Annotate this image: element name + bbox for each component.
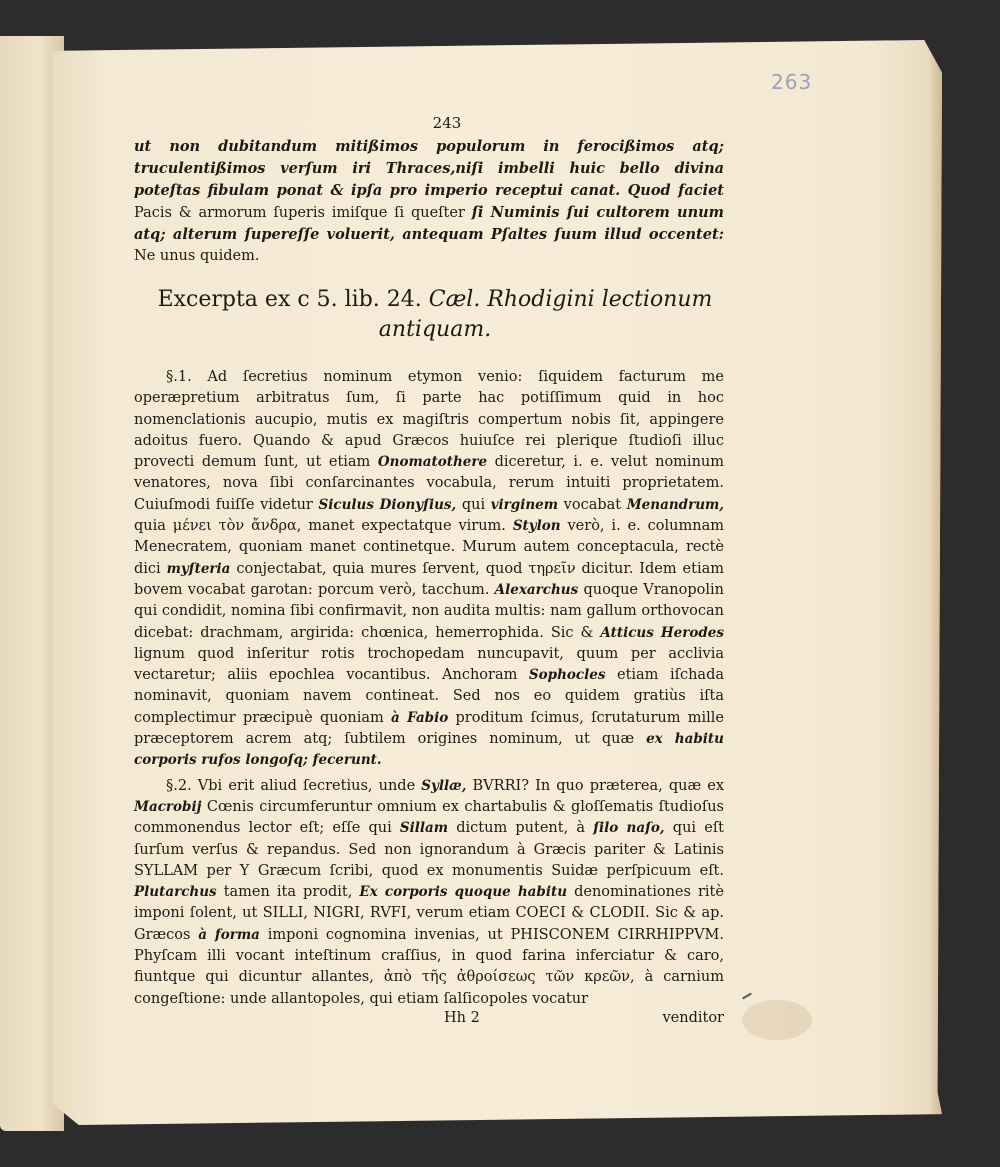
italic-text-run: ex habitu corporis rufos longoſq; fecerunt.	[134, 731, 724, 769]
text-run: §.1. Ad ſecretius nominum etymon venio: ſiquidem facturum me operæpretium arbitratus ſum, ſi parte hac potiſſimum quid in hoc nomenclationis aucupio, mutis ex magiſtris compertum nobis ſit, appingere adoitus fuero. Quando & apud Græcos huiuſce rei plerique ſtudioſi illuc provecti demum ſunt, ut etiam	[134, 369, 724, 471]
text-run: qui eſt ſurſum verſus & repandus. Sed non ignorandum à Græcis pariter & Latinis SYLLAM per Y Græcum ſcribi, quod ex monumentis Suidæ perſpicuum eſt.	[134, 820, 725, 879]
text-run: vocabat	[558, 496, 627, 513]
text-run: §.2. Vbi erit aliud ſecretius, unde	[166, 777, 422, 794]
italic-text-run: Siculus Dionyſius,	[318, 496, 457, 513]
italic-text-run: Menandrum,	[626, 496, 724, 513]
continuation-paragraph	[134, 136, 724, 267]
italic-text-run: Alexarchus	[494, 581, 579, 598]
archive-pencil-number: 263	[771, 70, 813, 94]
italic-text-run: virginem	[490, 496, 559, 513]
catchword: venditor	[662, 1009, 724, 1026]
italic-text-run: Ex corporis quoque habitu	[359, 884, 568, 901]
ink-mark	[742, 993, 752, 1000]
italic-text-run: myſteria	[166, 560, 231, 577]
paragraph-section-2	[134, 776, 724, 1010]
section-heading	[146, 285, 724, 345]
italic-text-run: Atticus Herodes	[600, 624, 724, 641]
text-run: verò, i. e. columnam Menecratem, quoniam manet continetque. Murum autem conceptacula, rectè dici	[134, 518, 724, 577]
page-number: 243	[432, 114, 462, 132]
text-run: proditum ſcimus, ſcrutaturum mille præceptorem acrem atq; ſubtilem origines nominum, ut quæ	[134, 709, 724, 748]
text-run: qui	[456, 496, 491, 513]
text-run: imponi cognomina invenias, ut PHISCONEM CIRRHIPPVM. Phyſcam illi vocant inteſtinum craſſius, in quod farina inferciatur & caro, fiuntque qui dicuntur allantes, ἀπὸ τῆς ἀθροίσεως τῶν κρεῶν, à carnium congeſtione: unde allantopoles, qui etiam ſalſicopoles vocatur	[134, 926, 724, 1007]
heading-roman: Excerpta ex c 5. lib. 24.	[157, 287, 429, 312]
italic-text-run: à forma	[198, 926, 260, 943]
text-run: denominationes ritè imponi ſolent, ut SILLI, NIGRI, RVFI, verum etiam COECI & CLODII. Sic & ap. Græcos	[134, 884, 724, 943]
italic-text-run: Macrobij	[134, 798, 202, 815]
text-run: conjectabat, quia mures ſervent, quod τηρεῖν dicitur. Idem etiam bovem vocabat garotan: porcum verò, tacchum.	[134, 560, 724, 598]
italic-text-run: Sophocles	[528, 667, 606, 684]
paragraph-section-1	[134, 367, 724, 772]
text-run: tamen ita prodit,	[216, 884, 360, 901]
text-run: BVRRI? In quo præterea, quæ ex	[466, 777, 724, 794]
italic-text-run: Onomatothere	[377, 454, 488, 471]
heading-italic: Cæl. Rhodigini lectionum antiquam.	[378, 287, 713, 342]
text-run: quoque Vranopolin qui condidit, nomina ſibi confirmavit, non audita multis: nam gallum orthovocan dicebat: drachmam, argirida: chœnica, hemerrophida. Sic &	[134, 581, 724, 641]
italic-text-run: Plutarchus	[134, 884, 217, 901]
text-run: Cœnis circumferuntur omnium ex chartabulis & gloſſematis ſtudioſus commonendus lector eſt; eſſe qui	[134, 798, 724, 837]
italic-text-run: ſilo naſo,	[593, 820, 665, 837]
text-block	[134, 114, 724, 1028]
page-footer	[134, 1008, 724, 1028]
text-run: diceretur, i. e. velut nominum venatores, nova ſibi conſarcinantes vocabula, rerum intuiti proprietatem. Cuiuſmodi fuiſſe videtur	[134, 454, 724, 513]
text-run: lignum quod inſeritur rotis trochopedam nuncupavit, quum per acclivia vectaretur; aliis epochlea vocantibus. Anchoram	[134, 645, 724, 684]
italic-text-run: Stylon	[512, 518, 561, 535]
signature-mark: Hh 2	[444, 1009, 480, 1026]
italic-text-run: à Fabio	[391, 709, 449, 726]
italic-text-run: ſi Numinis ſui cultorem unum atq; alterum ſupereſſe voluerit, antequam Pſaltes ſuum illud occentet:	[134, 204, 725, 243]
text-run: Pacis & armorum ſuperis imiſque ſi queſter	[134, 205, 472, 221]
text-run: etiam iſchada nominavit, quoniam navem contineat. Sed nos eo quidem gratiùs iſta complectimur præcipuè quoniam	[134, 667, 724, 726]
italic-text-run: ut non dubitandum mitißimos populorum in ferocißimos atq; truculentißimos verſum iri Thraces,niſi imbelli huic bello divina poteſtas fibulam ponat & ipſa pro imperio receptui canat. Quod faciet	[134, 138, 724, 199]
italic-text-run: Syllæ,	[421, 777, 467, 794]
text-run: quia μένει τὸν ἄνδρα, manet expectatque virum.	[134, 518, 513, 535]
text-run: dictum putent, à	[448, 820, 594, 837]
text-run: Ne unus quidem.	[134, 248, 260, 264]
paper-stain	[742, 1000, 812, 1040]
page-edge-shadow	[928, 40, 942, 1125]
italic-text-run: Sillam	[399, 820, 449, 837]
